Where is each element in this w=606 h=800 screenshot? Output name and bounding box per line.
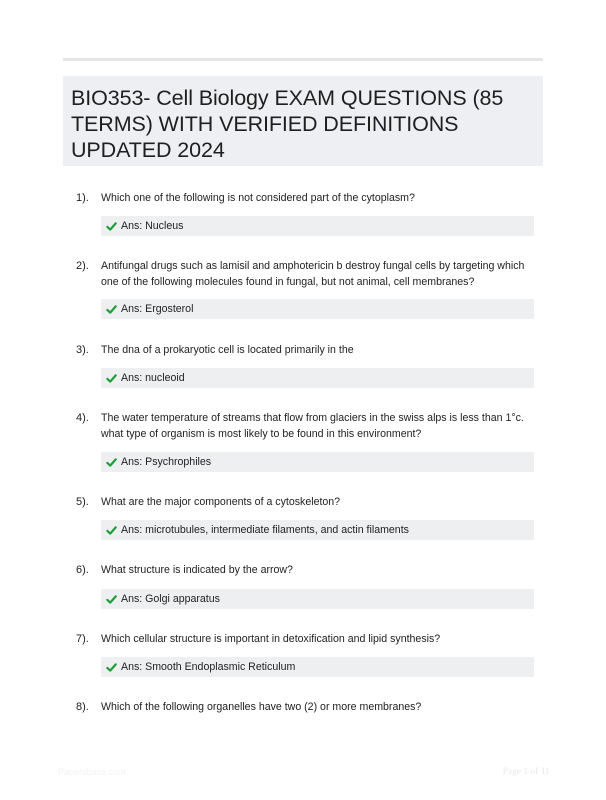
question-number: 7). — [76, 633, 89, 645]
answer-text: Ans: Nucleus — [121, 220, 184, 232]
question-number: 4). — [76, 412, 89, 424]
question-number: 6). — [76, 564, 89, 576]
answer-box — [101, 216, 534, 236]
check-icon — [106, 594, 117, 605]
answer-box — [101, 657, 534, 677]
question-number: 5). — [76, 496, 89, 508]
check-icon — [106, 457, 117, 468]
page-number: Page 1 of 11 — [502, 767, 550, 777]
check-icon — [106, 304, 117, 315]
answer-box — [101, 589, 534, 609]
check-icon — [106, 525, 117, 536]
answer-box — [101, 452, 534, 472]
question-text: The dna of a prokaryotic cell is located primarily in the — [101, 344, 354, 356]
answer-text: Ans: Ergosterol — [121, 303, 194, 315]
answer-box — [101, 368, 534, 388]
check-icon — [106, 373, 117, 384]
top-divider — [63, 58, 543, 61]
answer-text: Ans: Psychrophiles — [121, 456, 212, 468]
question-text: Which cellular structure is important in detoxification and lipid synthesis? — [101, 633, 441, 645]
question-text: Which one of the following is not considered part of the cytoplasm? — [101, 192, 415, 204]
question-text: Which of the following organelles have two (2) or more membranes? — [101, 701, 422, 713]
question-text: Antifungal drugs such as lamisil and amphotericin b destroy fungal cells by targeting which one of the following molecules found in fungal, but not animal, cell membranes? — [101, 260, 525, 288]
answer-box — [101, 299, 534, 319]
page-title: BIO353- Cell Biology EXAM QUESTIONS (85 TERMS) WITH VERIFIED DEFINITIONS UPDATED 2024 — [71, 86, 504, 162]
check-icon — [106, 221, 117, 232]
question-number: 3). — [76, 344, 89, 356]
answer-text: Ans: Smooth Endoplasmic Reticulum — [121, 661, 296, 673]
question-number: 8). — [76, 701, 89, 713]
question-text: What are the major components of a cytoskeleton? — [101, 496, 341, 508]
check-icon — [106, 662, 117, 673]
answer-text: Ans: Golgi apparatus — [121, 593, 220, 605]
answer-text: Ans: nucleoid — [121, 372, 185, 384]
question-number: 1). — [76, 192, 89, 204]
title-banner — [63, 76, 543, 166]
question-text: What structure is indicated by the arrow? — [101, 564, 293, 576]
answer-box — [101, 520, 534, 540]
answer-text: Ans: microtubules, intermediate filaments, and actin filaments — [121, 524, 409, 536]
footer-watermark: Papersbase.com — [58, 767, 126, 777]
question-number: 2). — [76, 260, 89, 272]
question-text: The water temperature of streams that flow from glaciers in the swiss alps is less than 1°c. what type of organism is most likely to be found in this environment? — [101, 412, 524, 440]
